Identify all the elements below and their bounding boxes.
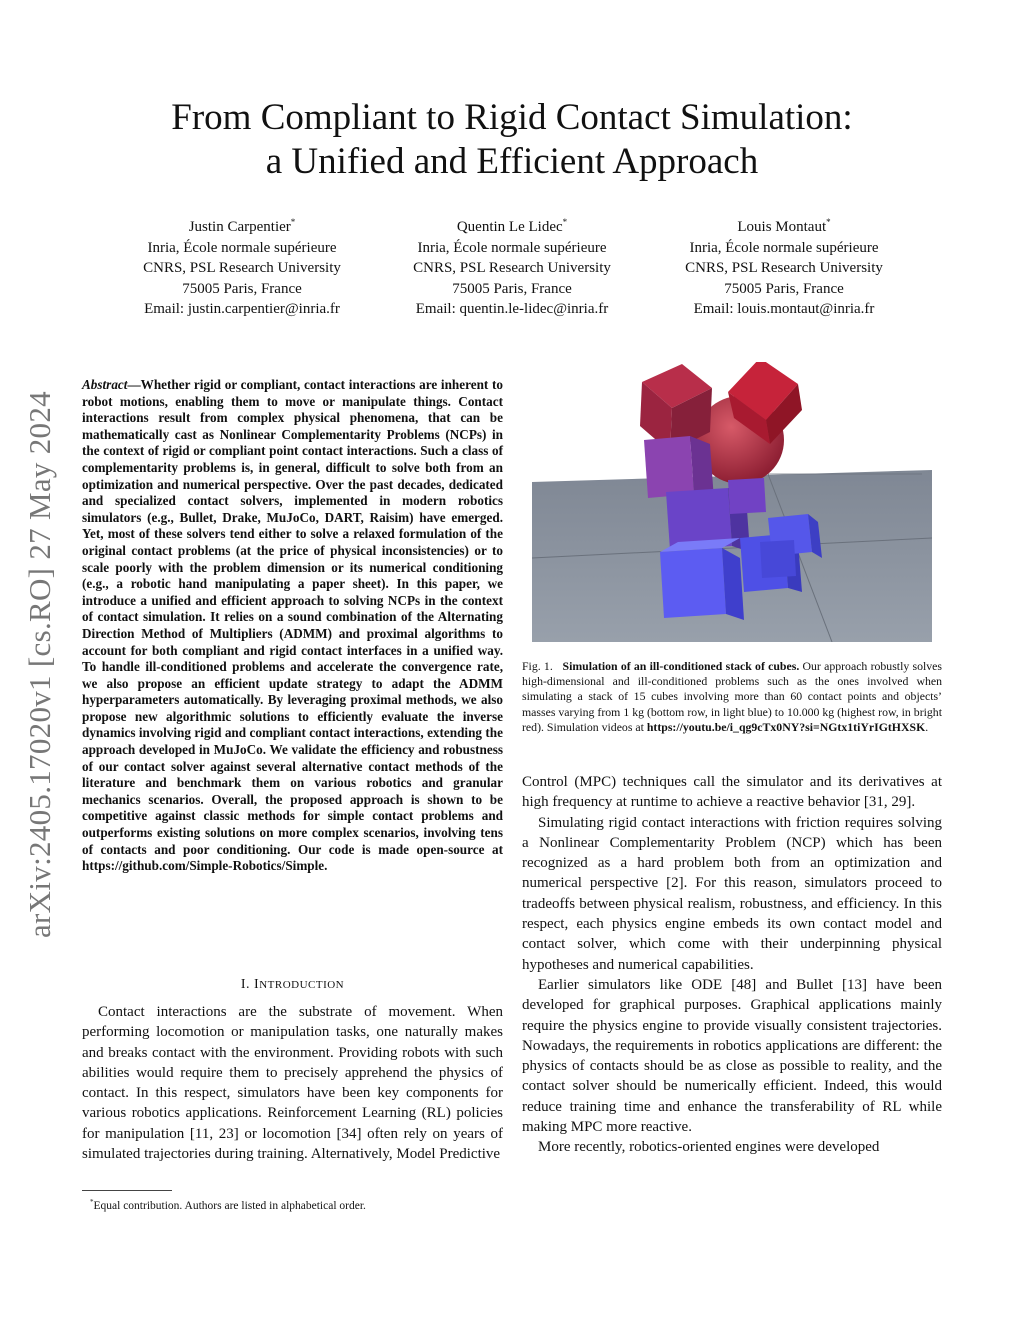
author-address: 75005 Paris, France <box>182 280 302 297</box>
title-line-1: From Compliant to Rigid Contact Simulation: <box>171 97 853 138</box>
author-block-3 <box>644 212 924 320</box>
author-name: Justin Carpentier* <box>188 217 296 235</box>
body-paragraph: Control (MPC) techniques call the simulator and its derivatives at high frequency at runtime to achieve a reactive behavior [31, 29]. <box>522 774 942 811</box>
author-address: 75005 Paris, France <box>452 280 572 297</box>
author-email: Email: louis.montaut@inria.fr <box>693 301 875 317</box>
video-link[interactable]: https://youtu.be/i_qg9cTx0NY?si=NGtx1tiYrIGtHXSK <box>646 719 926 734</box>
footnote-rule <box>82 1190 172 1191</box>
intro-paragraph <box>82 1002 503 1164</box>
body-paragraph: More recently, robotics-oriented engines were developed <box>538 1139 880 1156</box>
abstract-text: —Whether rigid or compliant, contact interactions are inherent to robot motions, enabling them to move or manipulate things. Contact interactions result from complex physical phenomena, that can be mathematically cast as Nonlinear Complementarity Problems (NCPs) in the context of rigid or compliant point contact interactions. Such a class of complementarity problems is, in general, difficult to solve both from an optimization and numerical perspective. Over the past decades, dedicated and specialized contact solvers, implemented in modern robotics simulators (e.g., Bullet, Drake, MuJoCo, DART, Raisim) have emerged. Yet, most of these solvers tend either to solve a relaxed formulation of the original contact problems (at the price of physical inconsistencies) or to scale poorly with the problem dimension or its numerical conditioning (e.g., a robotic hand manipulating a paper sheet). In this paper, we introduce a unified and efficient approach to solving NCPs in the context of contact simulation. It relies on a sound combination of the Alternating Direction Method of Multipliers (ADMM) and proximal algorithms to account for both compliant and rigid contact interfaces in a unified way. To handle ill-conditioned problems and accelerate the convergence rate, we also propose an efficient update strategy to adapt the ADMM hyperparameters automatically. By leveraging proximal methods, we also propose new algorithmic solutions to efficiently evaluate the inverse dynamics involving rigid and compliant contact interactions, extending the approach developed in MuJoCo. We validate the efficiency and robustness of our contact solver against several alternative contact methods of the literature and benchmark them on various robotics and granular mechanics scenarios. Overall, the proposed approach is shown to be competitive against classic methods for simple contact problems and outperforms existing solutions on more complex scenarios, involving tens of contacts and poor conditioning. Our code is made open-source at https://github.com/Simple-Robotics/Simple. <box>82 377 503 874</box>
abstract-label: Abstract <box>82 377 128 392</box>
cube-stack-render <box>532 362 932 642</box>
body-paragraph: Contact interactions are the substrate of movement. When performing locomotion or manipulation tasks, one naturally makes and breaks contact with the environment. Providing robots with such abilities would require them to precisely apprehend the physics of contact. In this respect, simulators have been key components for various robotics applications. Reinforcement Learning (RL) policies for manipulation [11, 23] or locomotion [34] often rely on years of simulated trajectories during training. Alternatively, Model Predictive <box>82 1004 503 1163</box>
author-block-1 <box>102 212 382 320</box>
author-name: Quentin Le Lidec* <box>456 217 568 235</box>
footnote: *Equal contribution. Authors are listed in alphabetical order. <box>90 1198 366 1212</box>
figure-1-caption: Fig. 1. Simulation of an ill-conditioned stack of cubes. Our approach robustly solves high-dimensional and ill-conditioned problems such as the ones involved when simulating a stack of 15 cubes involving more than 60 contact points and objects’ masses varying from 1 kg (bottom row, in light blue) to 10.000 kg (highest row, in bright red). Simulation videos at https://youtu.be/i_qg9cTx0NY?si=NGtx1tiYrIGtHXSK. <box>522 659 942 734</box>
right-column-text <box>522 772 942 1158</box>
body-paragraph: Earlier simulators like ODE [48] and Bullet [13] have been developed for graphical purposes. Graphical applications mainly require the physics engine to provide visually consistent trajectories. Nowadays, the requirements in robotics applications are different: the physics of contacts should be as close as possible to reality, and the contact solver should be numerically efficient. Indeed, this would reduce training time and enhance the transferability of RL while making MPC more reactive. <box>522 976 942 1136</box>
title-line-2: a Unified and Efficient Approach <box>265 141 759 182</box>
author-affiliation: Inria, École normale supérieure <box>689 239 879 256</box>
author-block-2 <box>372 212 652 320</box>
author-email: Email: quentin.le-lidec@inria.fr <box>415 301 609 317</box>
figure-label: Fig. 1. <box>522 659 553 673</box>
author-affiliation: CNRS, PSL Research University <box>143 260 341 276</box>
author-email: Email: justin.carpentier@inria.fr <box>144 301 340 317</box>
author-address: 75005 Paris, France <box>724 280 844 297</box>
abstract <box>82 377 503 875</box>
author-affiliation: Inria, École normale supérieure <box>417 239 607 256</box>
figure-1-image <box>532 362 932 642</box>
cube-blue-4 <box>760 540 796 578</box>
arxiv-identifier: arXiv:2405.17020v1 [cs.RO] 27 May 2024 <box>22 391 57 938</box>
author-affiliation: Inria, École normale supérieure <box>147 239 337 256</box>
author-affiliation: CNRS, PSL Research University <box>685 260 883 276</box>
figure-title: Simulation of an ill-conditioned stack of cubes. <box>562 659 800 673</box>
paper-title <box>60 96 964 184</box>
author-name: Louis Montaut* <box>737 217 831 235</box>
figure-caption-text: Our approach robustly solves high-dimensional and ill-conditioned problems such as the ones involved when simulating a stack of 15 cubes involving more than 60 contact points and objects’ masses varying from 1 kg (bottom row, in light blue) to 10.000 kg (highest row, in bright red). Simulation videos at <box>522 659 942 734</box>
section-heading-introduction: I. INTRODUCTION <box>240 977 345 992</box>
body-paragraph: Simulating rigid contact interactions with friction requires solving a Nonlinear Complementarity Problem (NCP) which has been recognized as a hard problem both from an optimization and numerical perspective [2]. For this reason, simulators proceed to tradeoffs between physical realism, robustness, and efficiency. In this respect, each physics engine embeds its own contact model and contact solver, which come with their underpinning physical hypotheses and numerical capabilities. <box>522 814 942 973</box>
author-affiliation: CNRS, PSL Research University <box>413 260 611 276</box>
cube-purple-3 <box>728 478 766 514</box>
